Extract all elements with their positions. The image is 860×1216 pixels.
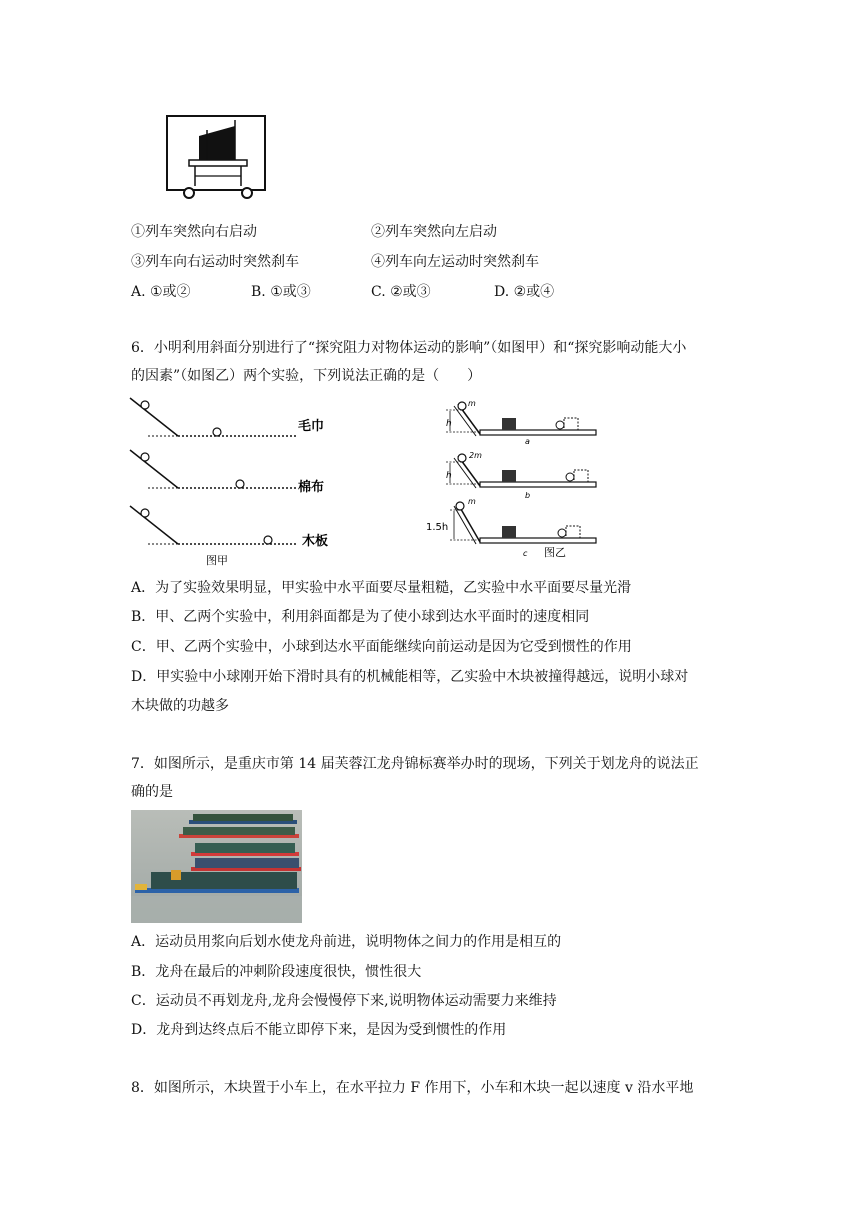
q6-choice-b: B．甲、乙两个实验中，利用斜面都是为了使小球到达水平面时的速度相同	[131, 609, 590, 625]
yi-sub-c: c	[523, 549, 528, 558]
train-car-figure	[155, 112, 270, 202]
yi-height-a: h	[446, 419, 452, 429]
q7-choice-d: D．龙舟到达终点后不能立即停下来，是因为受到惯性的作用	[131, 1022, 507, 1038]
q5-option-2: ②列车突然向左启动	[371, 224, 497, 240]
q8-stem-line-1: 8．如图所示，木块置于小车上，在水平拉力 F 作用下，小车和木块一起以速度 v 沿水平地	[131, 1080, 694, 1096]
q5-choice-b: B. ①或③	[251, 284, 311, 300]
q7-stem-line-1: 7．如图所示，是重庆市第 14 届芙蓉江龙舟锦标赛举办时的现场，下列关于划龙舟的说法正	[131, 756, 699, 772]
jia-label-cotton: 棉布	[298, 480, 325, 495]
jia-caption: 图甲	[206, 554, 228, 567]
q5-choice-a: A. ①或②	[131, 284, 191, 300]
yi-caption: 图乙	[544, 546, 566, 559]
q5-option-3: ③列车向右运动时突然刹车	[131, 254, 299, 270]
q5-choice-d: D. ②或④	[494, 284, 555, 300]
yi-height-c: 1.5h	[426, 522, 449, 533]
dragon-boat-photo	[131, 810, 302, 923]
yi-sub-b: b	[525, 491, 531, 500]
q6-choice-d-line-2: 木块做的功越多	[131, 698, 229, 714]
q7-stem-line-2: 确的是	[131, 784, 173, 800]
q6-choice-c: C．甲、乙两个实验中，小球到达水平面能继续向前运动是因为它受到惯性的作用	[131, 639, 632, 655]
q6-stem-line-2: 的因素”（如图乙）两个实验，下列说法正确的是（ ）	[131, 368, 482, 384]
yi-mass-b: 2m	[469, 451, 482, 460]
q7-choice-c: C．运动员不再划龙舟,龙舟会慢慢停下来,说明物体运动需要力来维持	[131, 993, 557, 1009]
figure-jia	[128, 392, 358, 572]
q7-choice-a: A．运动员用浆向后划水使龙舟前进，说明物体之间力的作用是相互的	[131, 934, 562, 950]
q6-choice-d-line-1: D．甲实验中小球刚开始下滑时具有的机械能相等，乙实验中木块被撞得越远，说明小球对	[131, 669, 689, 685]
q6-choice-a: A．为了实验效果明显，甲实验中水平面要尽量粗糙，乙实验中水平面要尽量光滑	[131, 580, 632, 596]
yi-sub-a: a	[525, 437, 530, 446]
yi-height-b: h	[446, 471, 452, 481]
yi-mass-c: m	[468, 497, 476, 506]
jia-label-towel: 毛巾	[298, 419, 325, 434]
jia-label-wood: 木板	[302, 534, 329, 549]
q5-choice-c: C. ②或③	[371, 284, 431, 300]
q5-option-4: ④列车向左运动时突然刹车	[371, 254, 539, 270]
q6-stem-line-1: 6．小明利用斜面分别进行了“探究阻力对物体运动的影响”（如图甲）和“探究影响动能大小	[131, 340, 687, 356]
q7-choice-b: B．龙舟在最后的冲刺阶段速度很快，惯性很大	[131, 964, 422, 980]
figure-yi	[424, 394, 604, 572]
q5-option-1: ①列车突然向右启动	[131, 224, 257, 240]
yi-mass-a: m	[468, 399, 476, 408]
